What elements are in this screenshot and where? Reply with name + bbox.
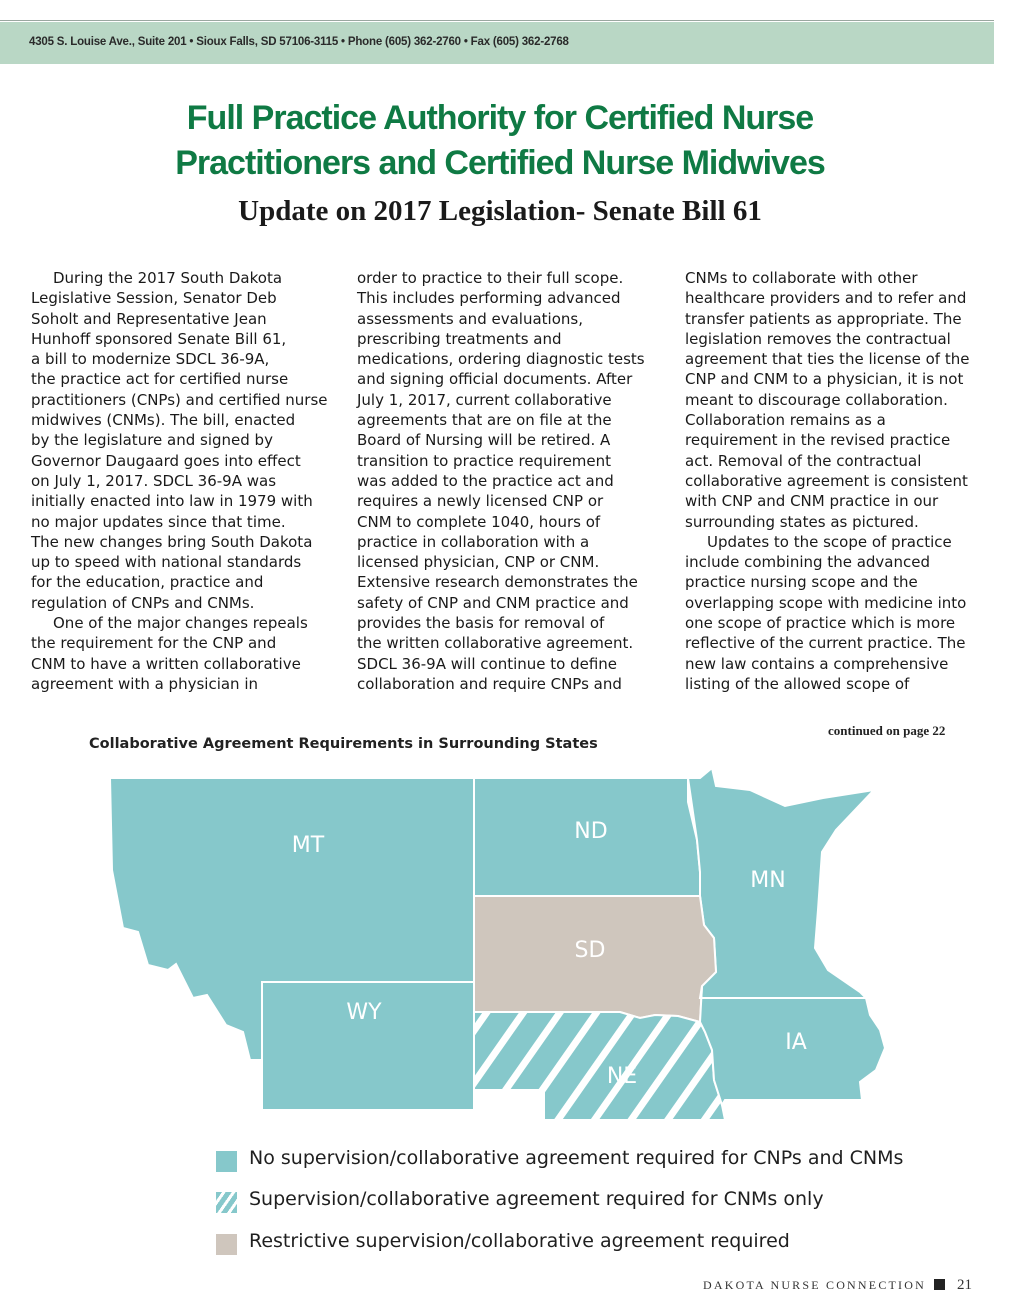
article-line: the requirement for the CNP and xyxy=(31,634,277,653)
continued-note: continued on page 22 xyxy=(828,723,946,738)
article-line: Updates to the scope of practice xyxy=(707,532,952,551)
article-line: transition to practice requirement xyxy=(357,451,612,470)
publication-name: DAKOTA NURSE CONNECTION xyxy=(703,1278,926,1292)
page-number: 21 xyxy=(957,1277,972,1293)
article-line: medications, ordering diagnostic tests xyxy=(357,350,645,369)
article-line: collaboration and require CNPs and xyxy=(357,674,622,693)
article-line: include combining the advanced xyxy=(685,553,930,572)
legend-label-full: No supervision/collaborative agreement required for CNPs and CNMs xyxy=(249,1147,904,1169)
state-ne xyxy=(474,1012,725,1120)
article-line: CNP and CNM to a physician, it is not xyxy=(685,370,964,389)
article-line: act. Removal of the contractual xyxy=(685,451,922,470)
legend-swatch-full xyxy=(216,1151,237,1172)
article-line: up to speed with national standards xyxy=(31,553,302,572)
article-line: by the legislature and signed by xyxy=(31,431,273,450)
article-line: Collaboration remains as a xyxy=(685,411,886,430)
article-line: transfer patients as appropriate. The xyxy=(685,309,962,328)
article-line: overlapping scope with medicine into xyxy=(685,593,967,612)
article-line: initially enacted into law in 1979 with xyxy=(31,492,313,511)
article-line: Soholt and Representative Jean xyxy=(31,309,267,328)
article-line: on July 1, 2017. SDCL 36-9A was xyxy=(31,471,277,490)
article-line: listing of the allowed scope of xyxy=(685,674,910,693)
article-line: surrounding states as pictured. xyxy=(685,512,919,531)
header-rule xyxy=(0,20,994,21)
article-line: collaborative agreement is consistent xyxy=(685,471,968,490)
article-line: During the 2017 South Dakota xyxy=(53,269,283,287)
article-line: safety of CNP and CNM practice and xyxy=(357,593,629,612)
article-line: meant to discourage collaboration. xyxy=(685,390,948,409)
article-line: SDCL 36-9A will continue to define xyxy=(357,654,618,673)
state-label-nd: ND xyxy=(574,819,608,844)
state-label-wy: WY xyxy=(346,1000,382,1025)
article-line: requirement in the revised practice xyxy=(685,431,951,450)
article-line: provides the basis for removal of xyxy=(357,614,605,633)
article-line: agreement with a physician in xyxy=(31,674,258,693)
article-line: regulation of CNPs and CNMs. xyxy=(31,593,255,612)
article-line: agreement that ties the license of the xyxy=(685,350,970,369)
legend-swatch-restrictive xyxy=(216,1234,237,1255)
state-label-mt: MT xyxy=(291,833,325,858)
article-line: agreements that are on file at the xyxy=(357,411,612,430)
article-line: July 1, 2017, current collaborative xyxy=(357,390,612,409)
article-line: CNMs to collaborate with other xyxy=(685,269,918,287)
article-column-2 xyxy=(357,268,657,694)
article-line: Governor Daugaard goes into effect xyxy=(31,451,301,470)
article-line: Extensive research demonstrates the xyxy=(357,573,638,592)
article-line: Board of Nursing will be retired. A xyxy=(357,431,611,450)
article-line: practice in collaboration with a xyxy=(357,532,590,551)
article-line: the practice act for certified nurse xyxy=(31,370,289,389)
state-label-sd: SD xyxy=(574,938,606,963)
article-column-1 xyxy=(31,268,331,694)
article-column-3 xyxy=(685,268,985,694)
state-label-mn: MN xyxy=(750,868,786,893)
article-line: The new changes bring South Dakota xyxy=(31,532,313,551)
article-line: and signing official documents. After xyxy=(357,370,633,389)
state-label-ne: NE xyxy=(606,1064,638,1089)
article-line: a bill to modernize SDCL 36-9A, xyxy=(31,350,270,369)
article-line: licensed physician, CNP or CNM. xyxy=(357,553,600,572)
article-line: midwives (CNMs). The bill, enacted xyxy=(31,411,296,430)
article-line: the written collaborative agreement. xyxy=(357,634,634,653)
article-line: for the education, practice and xyxy=(31,573,264,592)
article-line: CNM to have a written collaborative xyxy=(31,654,301,673)
article-line: CNM to complete 1040, hours of xyxy=(357,512,601,531)
article-title-line-1: Full Practice Authority for Certified Nurse xyxy=(186,99,814,137)
state-map xyxy=(0,760,1024,1150)
legend-label-cnm-only: Supervision/collaborative agreement required for CNMs only xyxy=(249,1188,824,1210)
article-line: legislation removes the contractual xyxy=(685,329,951,348)
article-line: Legislative Session, Senator Deb xyxy=(31,289,277,308)
article-line: One of the major changes repeals xyxy=(53,614,308,633)
article-line: no major updates since that time. xyxy=(31,512,286,531)
article-line: one scope of practice which is more xyxy=(685,614,956,633)
article-line: reflective of the current practice. The xyxy=(685,634,966,653)
article-subtitle: Update on 2017 Legislation- Senate Bill 61 xyxy=(238,195,762,227)
article-line: prescribing treatments and xyxy=(357,329,562,348)
article-line: practice nursing scope and the xyxy=(685,573,918,592)
article-line: new law contains a comprehensive xyxy=(685,654,949,673)
article-line: order to practice to their full scope. xyxy=(357,269,624,287)
article-line: assessments and evaluations, xyxy=(357,309,583,328)
article-title-line-2: Practitioners and Certified Nurse Midwives xyxy=(175,144,825,182)
map-title: Collaborative Agreement Requirements in Surrounding States xyxy=(89,736,598,752)
page-footer xyxy=(703,1277,972,1294)
article-line: with CNP and CNM practice in our xyxy=(685,492,939,511)
article-line: requires a newly licensed CNP or xyxy=(357,492,604,511)
article-line: practitioners (CNPs) and certified nurse xyxy=(31,390,328,409)
state-label-ia: IA xyxy=(785,1030,807,1055)
header-bar xyxy=(0,22,994,64)
header-address: 4305 S. Louise Ave., Suite 201 • Sioux Falls, SD 57106-3115 • Phone (605) 362-2760 • Fax (605) 362-2768 xyxy=(29,36,569,48)
legend-label-restrictive: Restrictive supervision/collaborative agreement required xyxy=(249,1230,790,1252)
footer-square-icon xyxy=(934,1279,945,1290)
legend-swatch-cnm-only xyxy=(216,1192,237,1213)
article-line: was added to the practice act and xyxy=(357,471,614,490)
article-line: Hunhoff sponsored Senate Bill 61, xyxy=(31,329,287,348)
article-line: This includes performing advanced xyxy=(357,289,621,308)
article-line: healthcare providers and to refer and xyxy=(685,289,967,308)
